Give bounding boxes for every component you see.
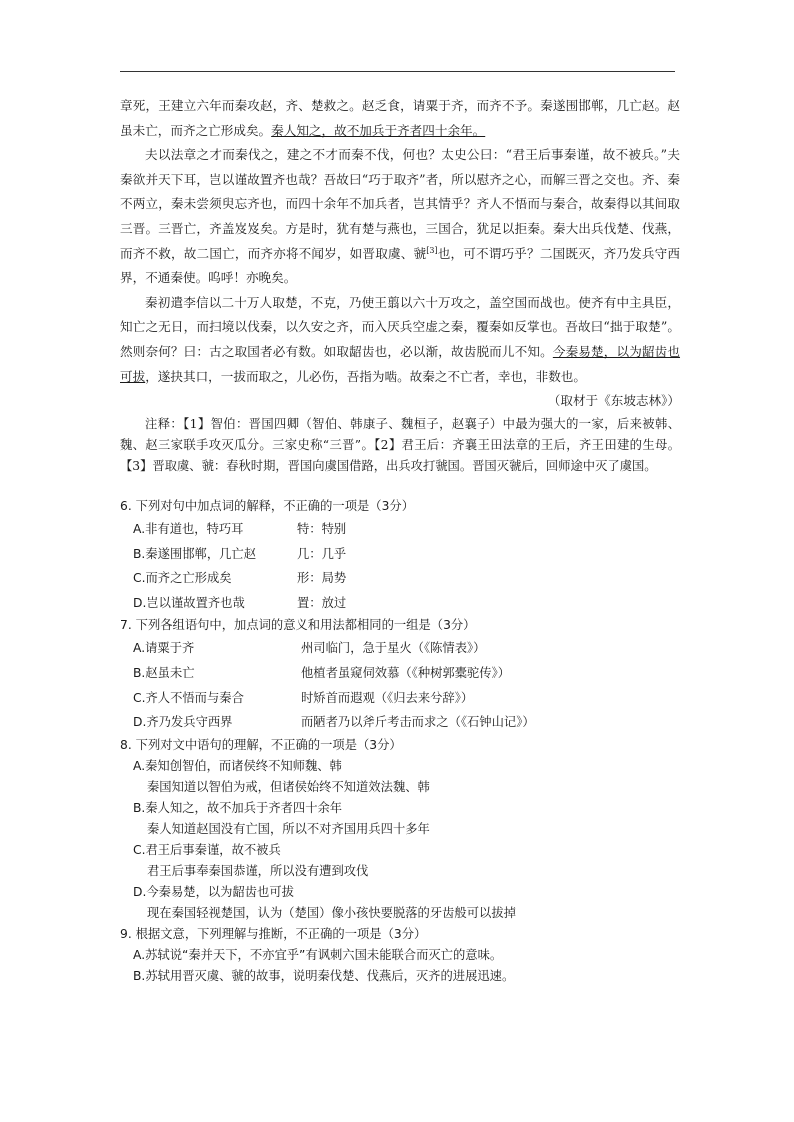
q9-option-a: A.苏轼说“秦并天下，不亦宜乎”有讽刺六国未能联合而灭亡的意味。 [133, 947, 503, 962]
paragraph-3-text-a: 秦初遣李信以二十万人取楚，不克，乃使王翦以六十万攻之，盖空国而战也。使齐有中主具臣，知亡之无日，而扫境以伐秦，以久安之齐，而入厌兵空虚之秦，覆秦如反掌也。吾故曰“拙于取楚”。然则奈何？曰：古之取国者必有数。如取龆齿也，必以渐，故齿脱而儿不知。 [120, 294, 680, 359]
source-citation: （取材于《东坡志林》） [547, 393, 680, 409]
header-rule [120, 71, 675, 72]
option-gloss: 置：放过 [297, 595, 347, 610]
paragraph-1 [120, 94, 680, 143]
question-8-stem: 8. 下列对文中语句的理解，不正确的一项是（3分） [120, 737, 402, 752]
paragraph-3-text-b: ，遂抉其口，一拔而取之，儿必伤，吾指为啮。故秦之不亡者，幸也，非数也。 [145, 368, 586, 384]
q6-option-d [120, 591, 700, 616]
q8-option-b: B.秦人知之，故不加兵于齐者四十余年 [133, 800, 343, 815]
option-gloss: 形：局势 [297, 571, 347, 586]
option-text: B.秦遂围邯郸，几亡赵 [133, 546, 257, 561]
option-text: D.齐乃发兵守西界 [133, 715, 233, 730]
option-gloss: 几：几乎 [297, 546, 347, 561]
paragraph-2-text-a: 夫以法章之才而秦伐之，建之不才而秦不伐，何也？太史公曰：“君王后事秦谨，故不被兵。”夫秦欲并天下耳，岂以谨故置齐也哉？吾故曰“巧于取齐”者，所以慰齐之心，而解三晋之交也。齐、秦不两立，秦未尝须臾忘齐也，而四十余年不加兵者，岂其情乎？齐人不悟而与秦合，故秦得以其间取三晋。三晋亡，齐盖岌岌矣。方是时，犹有楚与燕也，三国合，犹足以拒秦。秦大出兵伐楚、伐燕，而齐不救，故二国亡，而齐亦将不闻岁，如晋取虞、虢 [120, 147, 680, 261]
q6-option-b [120, 542, 700, 567]
paragraph-2-text-b: 也，可不谓巧乎？二国既灭，齐乃发兵守西界，不通秦使。呜呼！亦晚矣。 [120, 245, 681, 286]
q6-option-a [120, 517, 700, 542]
option-gloss: 州司临门，急于星火（《陈情表》） [301, 641, 486, 656]
paragraph-1-text: 章死，王建立六年而秦攻赵，齐、楚救之。赵乏食，请粟于齐，而齐不予。秦遂围邯郸，几亡赵。赵虽未亡，而齐之亡形成矣。 [120, 98, 680, 138]
option-text: C.齐人不悟而与秦合 [133, 690, 244, 705]
q8-option-b-explanation: 秦人知道赵国没有亡国，所以不对齐国用兵四十多年 [147, 821, 430, 836]
underlined-sentence-1: 秦人知之，故不加兵于齐者四十余年。 [271, 122, 486, 138]
q8-option-c-explanation: 君王后事奉秦国恭谨，所以没有遭到攻伐 [147, 863, 369, 878]
question-7-stem: 7. 下列各组语句中，加点词的意义和用法都相同的一组是（3分） [120, 618, 476, 633]
q7-option-a [120, 636, 700, 661]
option-gloss: 时矫首而遐观（《归去来兮辞》） [301, 690, 474, 705]
option-text: B.赵虽未亡 [133, 665, 195, 680]
annotations: 注释：【1】智伯：晋国四卿（智伯、韩康子、魏桓子，赵襄子）中最为强大的一家，后来被韩、魏、赵三家联手攻灭瓜分。三家史称“三晋”。【2】君王后：齐襄王田法章的王后，齐王田建的生母。【3】晋取虞、虢：春秋时期，晋国向虞国借路，出兵攻打虢国。晋国灭虢后，回师途中灭了虞国。 [120, 416, 680, 473]
q8-option-d-explanation: 现在秦国轻视楚国，认为（楚国）像小孩快要脱落的牙齿般可以拔掉 [147, 905, 516, 920]
q8-option-c: C.君王后事秦谨，故不被兵 [133, 842, 281, 857]
q8-option-d: D.今秦易楚，以为龆齿也可拔 [133, 884, 294, 899]
paragraph-2 [120, 143, 680, 291]
option-text: D.岂以谨故置齐也哉 [133, 595, 245, 610]
questions [120, 496, 700, 987]
q7-option-d [120, 710, 700, 735]
question-9-stem: 9. 根据文意，下列理解与推断，不正确的一项是（3分） [120, 926, 427, 941]
underlined-sentence-2: 今秦易楚，以为龆齿也可拔 [120, 343, 681, 384]
option-text: C.而齐之亡形成矣 [133, 571, 232, 586]
question-6-stem: 6. 下列对句中加点词的解释，不正确的一项是（3分） [120, 499, 414, 513]
q8-option-a: A.秦知创智伯，而诸侯终不知师魏、韩 [133, 758, 342, 773]
option-text: A.非有道也，特巧耳 [133, 522, 244, 536]
q6-option-c [120, 566, 700, 591]
q7-option-b [120, 661, 700, 686]
footnote-marker-3: [3] [426, 245, 438, 255]
q8-option-a-explanation: 秦国知道以智伯为戒，但诸侯始终不知道效法魏、韩 [147, 779, 430, 794]
option-gloss: 他植者虽窥伺效慕（《种树郭橐驼传》） [301, 665, 511, 680]
paragraph-3 [120, 291, 680, 389]
q9-option-b: B.苏轼用晋灭虞、虢的故事，说明秦伐楚、伐燕后，灭齐的进展迅速。 [133, 968, 515, 983]
option-gloss: 特：特别 [297, 522, 347, 536]
passage [120, 94, 680, 477]
option-gloss: 而陋者乃以斧斤考击而求之（《石钟山记》） [301, 715, 535, 730]
q7-option-c [120, 686, 700, 711]
option-text: A.请粟于齐 [133, 641, 195, 656]
